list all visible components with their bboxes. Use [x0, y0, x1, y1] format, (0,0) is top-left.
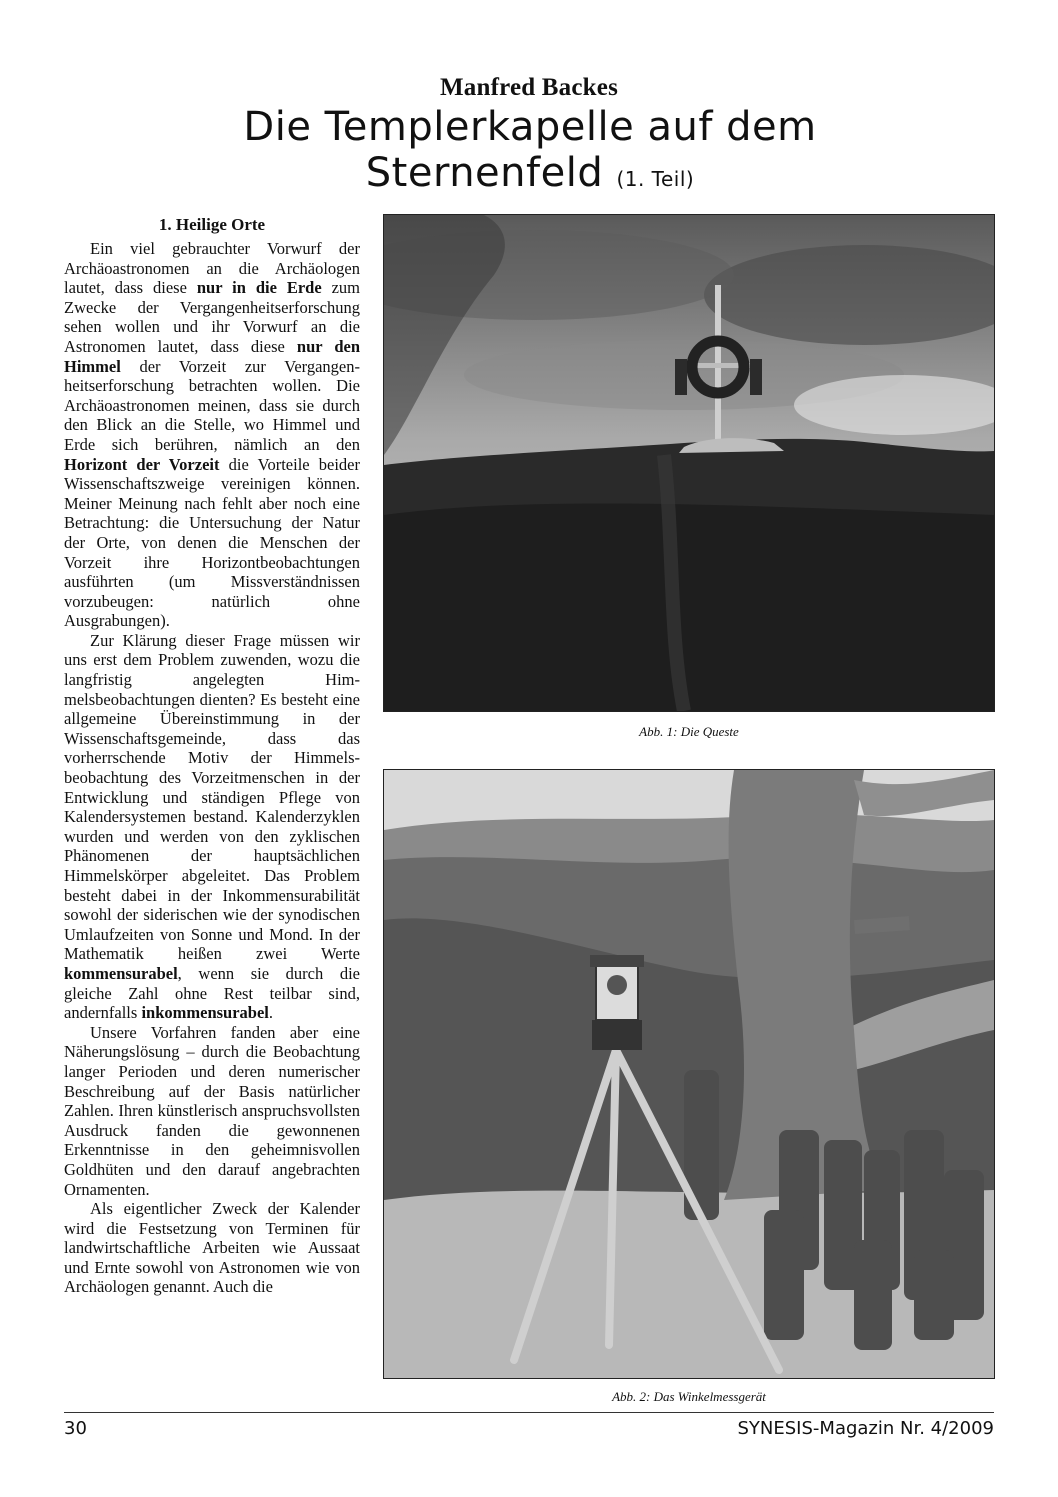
bold-term: inkommensurabel — [141, 1003, 269, 1023]
bold-term: Horizont der Vorzeit — [64, 454, 220, 474]
text-run: , wenn sie durch die gleiche Zahl ohne Rest teilbar sind, andernfalls — [64, 963, 360, 1023]
title-part: (1. Teil) — [616, 167, 695, 191]
text-run: zum Zwecke der Vergangenheitserforschung sehen wollen und ihr Vorwurf an die Astronomen lautet, dass diese — [64, 278, 360, 356]
photo-theodolite — [383, 769, 995, 1379]
figure-2-caption: Abb. 2: Das Winkelmessgerät — [612, 1389, 766, 1404]
footer-rule — [64, 1412, 994, 1413]
text-run: Ein viel gebrauchter Vorwurf der Archäoastronomen an die Archäologen lautet, dass diese — [64, 239, 360, 298]
paragraph-2 — [64, 631, 360, 1023]
section-heading: 1. Heilige Orte — [158, 215, 266, 234]
page-number: 30 — [64, 1418, 87, 1439]
title-text: Die Templerkapelle auf dem Sternenfeld — [243, 104, 817, 196]
bold-term: kommensurabel — [64, 963, 178, 983]
photo-queste — [383, 214, 995, 712]
magazine-issue: SYNESIS-Magazin Nr. 4/2009 — [737, 1418, 994, 1439]
bold-term: nur in die Erde — [196, 278, 322, 298]
page-title — [150, 104, 910, 202]
text-run: . — [268, 1003, 273, 1023]
text-run: Zur Klärung dieser Frage müssen wir uns erst dem Problem zuwenden, wozu die langfristig angelegten Himmelsbeobachtungen dienten? Es besteht eine allgemeine Übereinstimmung in der Wissenschaftsgemeinde, dass das vorherrschende Motiv der Himmelsbeobachtung des Vorzeitmenschen in der Entwicklung und ständigen Pflege von Kalendersystemen bestand. Kalenderzyklen wurden und werden von den zyklischen Phänomenen der hauptsächlichen Himmelskörper abgeleitet. Das Problem besteht dabei in der Inkommensurabilität sowohl der siderischen wie der synodischen Umlaufzeiten von Sonne und Mond. In der Mathematik heißen zwei Werte — [64, 630, 360, 964]
text-run: die Vorteile beider Wissenschaftszweige vereinigen können. Meiner Meinung nach fehlt aber noch eine Betrachtung: die Untersuchung der Natur der Orte, von denen die Menschen der Vorzeit ihre Horizontbeobachtungen ausführten (um Missverständnissen vorzubeugen: natürlich ohne Ausgrabungen). — [64, 454, 360, 631]
bold-term: nur den Himmel — [64, 336, 360, 376]
paragraph-1 — [64, 239, 360, 631]
paragraph-3: Unsere Vorfahren fanden aber eine Näherungslösung – durch die Beobachtung langer Perioden und deren numerischer Beschreibung auf der Basis natürlicher Zahlen. Ihren künstlerisch anspruchsvollsten Ausdruck fanden die gewonnenen Erkenntnisse in den geheimnisvollen Goldhüten und den darauf angebrachten Ornamenten. — [64, 1022, 360, 1199]
author: Manfred Backes — [439, 74, 619, 101]
article-column — [64, 214, 360, 1297]
paragraph-4: Als eigentlicher Zweck der Kalender wird die Festsetzung von Terminen für landwirtschaftliche Arbeiten wie Aussaat und Ernte sowohl von Astronomen wie von Archäologen genannt. Auch die — [64, 1199, 360, 1297]
figure-1-caption: Abb. 1: Die Queste — [639, 724, 739, 739]
text-run: der Vorzeit zur Vergangenheitserforschung betrachten wollen. Die Archäoastronomen meinen, dass sie durch den Blick an die Stelle, wo Himmel und Erde sich berühren, nämlich an den — [64, 356, 360, 454]
